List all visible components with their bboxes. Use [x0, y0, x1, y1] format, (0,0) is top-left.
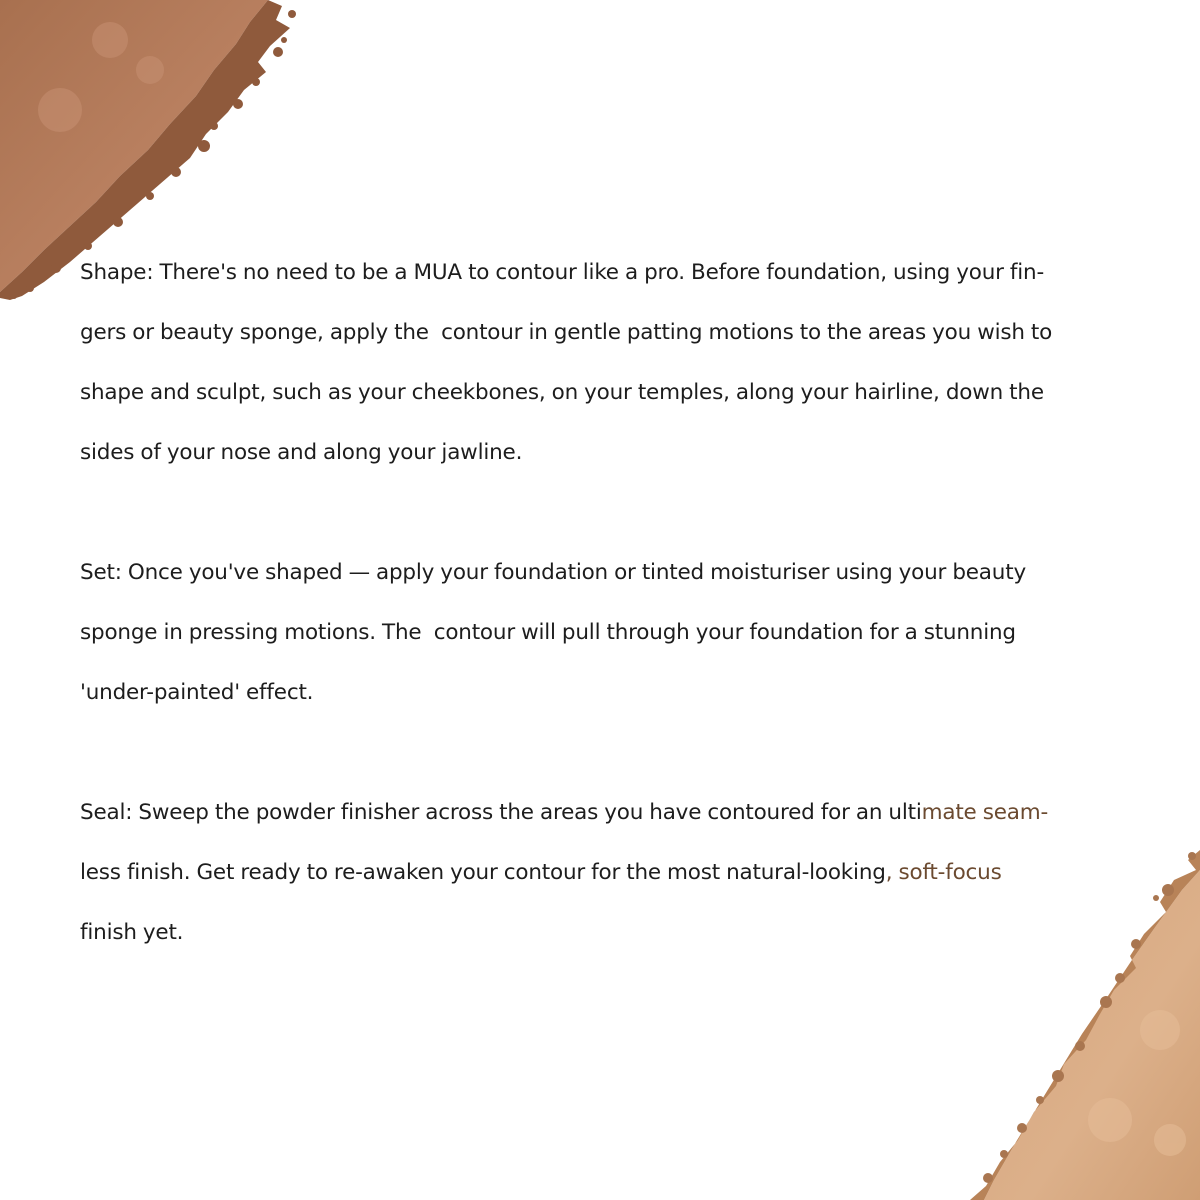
shape-line-3: shape and sculpt, such as your cheekbones, on your temples, along your hairline, down the [80, 380, 1044, 405]
set-line-3: 'under-painted' effect. [80, 680, 314, 705]
seal-line-1 [80, 783, 1160, 843]
seal-line-1-tinted: mate seam- [921, 800, 1049, 825]
shape-line-1: Shape: There's no need to be a MUA to contour like a pro. Before foundation, using your fin- [80, 260, 1045, 285]
shape-line-4: sides of your nose and along your jawline. [80, 440, 523, 465]
set-line-2: sponge in pressing motions. The contour will pull through your foundation for a stunning [80, 620, 1016, 645]
shape-paragraph [80, 243, 1160, 483]
bronze-powder-swatch-bottom [960, 850, 1200, 1200]
set-line-1: Set: Once you've shaped — apply your foundation or tinted moisturiser using your beauty [80, 560, 1026, 585]
seal-line-2-tinted: , soft-focus [885, 860, 1002, 885]
seal-line-3: finish yet. [80, 920, 184, 945]
seal-line-1-text: Seal: Sweep the powder finisher across the areas you have contoured for an ulti [80, 800, 922, 825]
shape-line-2: gers or beauty sponge, apply the contour in gentle patting motions to the areas you wish to [80, 320, 1053, 345]
set-paragraph [80, 543, 1160, 723]
seal-line-2-text: less finish. Get ready to re-awaken your contour for the most natural-looking [80, 860, 886, 885]
